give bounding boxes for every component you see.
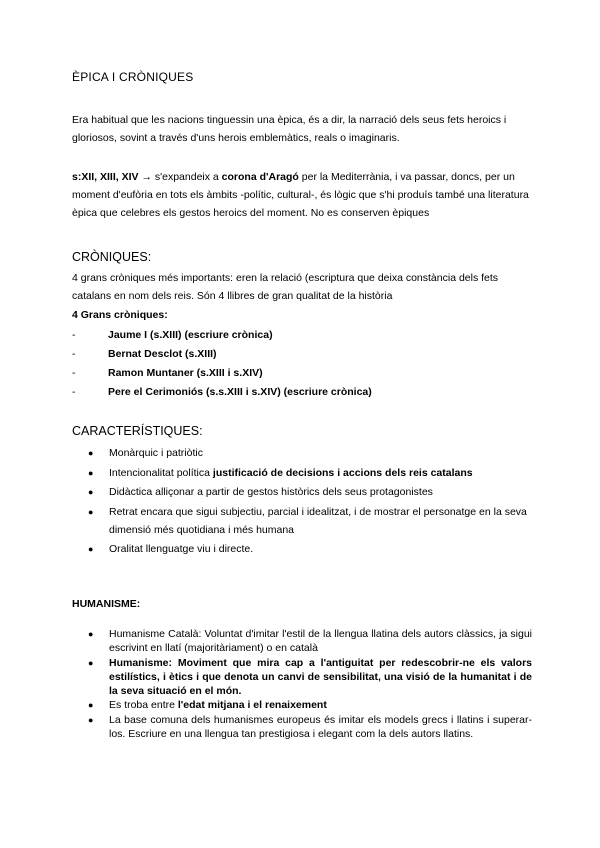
list-item (88, 698, 532, 712)
cronica-title: Pere el Cerimoniós (s.s.XIII i s.XIV) (escriure crònica) (108, 386, 372, 398)
caracteristiques-heading: CARACTERÍSTIQUES: (72, 424, 203, 438)
item-bold-text: l'edat mitjana i el renaixement (177, 699, 327, 711)
item-text: Didàctica alliçonar a partir de gestos històrics dels seus protagonistes (109, 486, 433, 498)
cronica-title: Ramon Muntaner (s.XIII i s.XIV) (108, 367, 263, 379)
bullet-icon: ● (88, 487, 94, 497)
caracteristiques-list (88, 444, 532, 560)
bullet-icon: ● (88, 657, 94, 668)
bullet-icon: ● (88, 714, 94, 725)
item-text: Monàrquic i patriòtic (109, 447, 203, 459)
list-item (88, 444, 532, 462)
croniques-subheading: 4 Grans cròniques: (72, 309, 168, 321)
context-paragraph (72, 168, 532, 222)
bullet-icon: ● (88, 506, 94, 517)
item-bold-text: Humanisme: Moviment que mira cap a l'antiguitat per redescobrir-ne els valors estilístics, i ètics i que denota un canvi de sensibilitat, una visió de la humanitat i de la seva situació en el món. (109, 656, 532, 697)
item-text: Humanisme Català: Voluntat d'imitar l'estil de la llengua llatina dels autors clàssics, ja sigui escrivint en llatí (majoritàriament) o en català (109, 628, 532, 654)
crown-text: corona d'Aragó (221, 171, 299, 183)
bullet-icon: ● (88, 544, 94, 554)
dash-marker: - (72, 348, 76, 360)
item-bold-text: justificació de decisions i accions dels reis catalans (212, 466, 473, 479)
cronica-title: Jaume I (s.XIII) (escriure crònica) (108, 329, 273, 341)
item-text: Intencionalitat política (109, 466, 213, 479)
item-text: La base comuna dels humanismes europeus és imitar els models grecs i llatins i superar-los. Escriure en una llengua tan prestigiosa i elegant com la dels autors llatins. (109, 713, 532, 740)
item-text: Es troba entre (109, 699, 178, 711)
list-item (88, 656, 532, 698)
page-title: ÈPICA I CRÒNIQUES (72, 70, 194, 84)
bullet-icon: ● (88, 467, 94, 478)
list-item (88, 503, 532, 539)
item-text: Retrat encara que sigui subjectiu, parcial i idealitzat, i de mostrar el personatge en la seva dimensió més quotidiana i més humana (109, 505, 527, 536)
item-text: Oralitat llenguatge viu i directe. (109, 543, 254, 555)
dash-marker: - (72, 367, 76, 379)
cronica-title: Bernat Desclot (s.XIII) (108, 348, 217, 360)
dash-marker: - (72, 329, 76, 341)
intro-paragraph: Era habitual que les nacions tinguessin una èpica, és a dir, la narració dels seus fets heroics i gloriosos, sovint a través d'uns herois emblemàtics, reals o imaginaris. (72, 114, 507, 144)
humanisme-list (88, 627, 532, 741)
bullet-icon: ● (88, 700, 94, 710)
list-item (88, 627, 532, 655)
humanisme-heading: HUMANISME: (72, 598, 141, 610)
list-item (88, 540, 532, 558)
croniques-description: 4 grans cròniques més importants: eren la relació (escriptura que deixa constància dels fets catalans en nom dels reis. Són 4 llibres de gran qualitat de la història (72, 272, 499, 302)
list-item (88, 464, 532, 482)
dash-marker: - (72, 386, 76, 398)
context-rest-text: per la Mediterrània, i va passar, doncs, per un moment d'eufòria en tots els àmbits -polític, cultural-, és lògic que s'hi produís també una literatura èpica que celebres els gestos heroics del moment. No es conserven èpiques (72, 171, 529, 219)
bullet-icon: ● (88, 629, 94, 639)
century-text: s:XII, XIII, XIV (72, 171, 139, 183)
list-item (88, 483, 532, 501)
arrow-text: → s'expandeix a (138, 171, 222, 183)
list-item (88, 713, 532, 741)
bullet-icon: ● (88, 448, 94, 458)
croniques-heading: CRÒNIQUES: (72, 250, 152, 264)
